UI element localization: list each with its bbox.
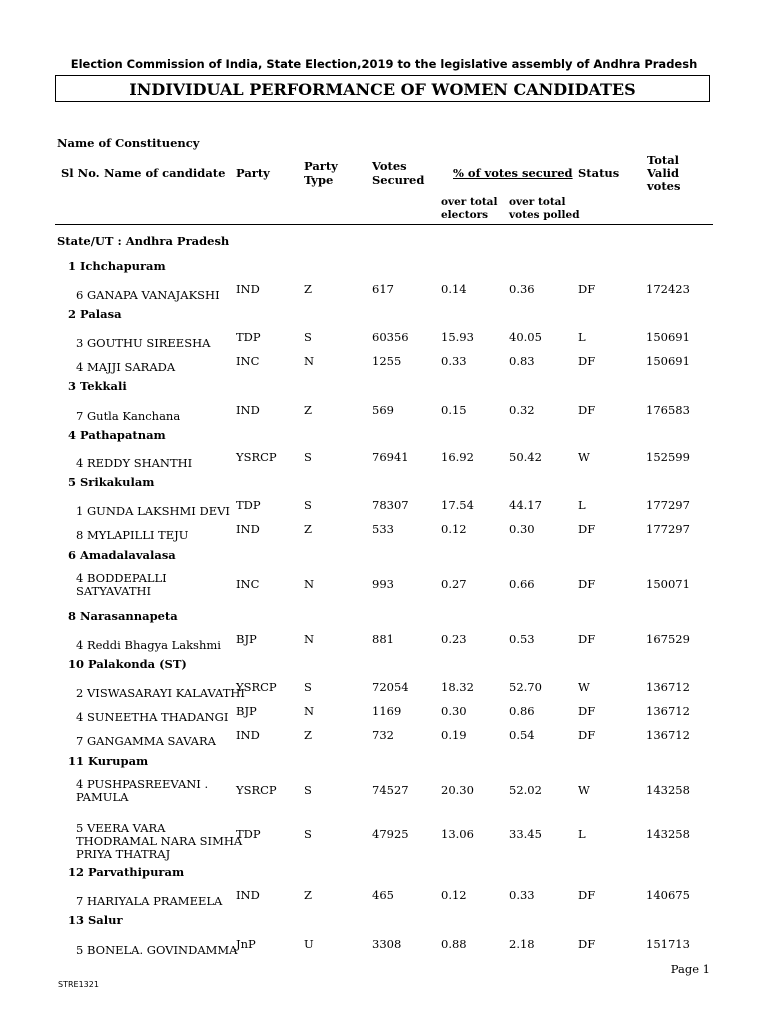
cell-polled: 0.53 — [509, 632, 535, 646]
cell-type: S — [304, 450, 312, 464]
cell-total: 177297 — [646, 522, 690, 536]
candidate-name: 7 GANGAMMA SAVARA — [76, 734, 216, 748]
constituency-heading: 1 Ichchapuram — [68, 259, 166, 273]
cell-status: DF — [578, 728, 596, 742]
candidate-name: 4 SUNEETHA THADANGI — [76, 710, 229, 724]
cell-votes: 617 — [372, 282, 394, 296]
cell-polled: 0.33 — [509, 888, 535, 902]
cell-type: Z — [304, 728, 312, 742]
electors-subheader-line2: electors — [441, 209, 489, 221]
cell-status: DF — [578, 522, 596, 536]
cell-status: W — [578, 783, 590, 797]
header-divider — [55, 224, 713, 225]
cell-status: W — [578, 450, 590, 464]
constituency-heading: 13 Salur — [68, 913, 123, 927]
cell-votes: 732 — [372, 728, 394, 742]
cell-electors: 0.12 — [441, 888, 467, 902]
candidate-name: 7 HARIYALA PRAMEELA — [76, 894, 223, 908]
constituency-heading: 6 Amadalavalasa — [68, 548, 176, 562]
cell-party: IND — [236, 282, 260, 296]
cell-type: S — [304, 680, 312, 694]
cell-votes: 3308 — [372, 937, 402, 951]
candidate-name: PAMULA — [76, 790, 129, 804]
cell-polled: 0.83 — [509, 354, 535, 368]
cell-electors: 0.33 — [441, 354, 467, 368]
cell-votes: 1255 — [372, 354, 402, 368]
cell-electors: 16.92 — [441, 450, 474, 464]
party-type-header-line2: Type — [304, 173, 334, 187]
candidate-name: 4 PUSHPASREEVANI . — [76, 777, 209, 791]
constituency-column-label: Name of Constituency — [57, 136, 200, 150]
cell-polled: 0.54 — [509, 728, 535, 742]
cell-polled: 33.45 — [509, 827, 542, 841]
cell-total: 152599 — [646, 450, 690, 464]
cell-polled: 40.05 — [509, 330, 542, 344]
cell-total: 177297 — [646, 498, 690, 512]
constituency-heading: 10 Palakonda (ST) — [68, 657, 187, 671]
cell-type: Z — [304, 282, 312, 296]
constituency-heading: 3 Tekkali — [68, 379, 127, 393]
electors-subheader-line1: over total — [441, 196, 498, 208]
cell-votes: 569 — [372, 403, 394, 417]
cell-type: Z — [304, 403, 312, 417]
cell-electors: 20.30 — [441, 783, 474, 797]
cell-party: BJP — [236, 632, 257, 646]
cell-total: 172423 — [646, 282, 690, 296]
cell-party: IND — [236, 403, 260, 417]
percent-votes-header: % of votes secured — [453, 166, 573, 180]
constituency-heading: 4 Pathapatnam — [68, 428, 166, 442]
candidate-name: 5 VEERA VARA — [76, 821, 166, 835]
candidate-name: 8 MYLAPILLI TEJU — [76, 528, 189, 542]
candidate-name: PRIYA THATRAJ — [76, 847, 171, 861]
cell-votes: 76941 — [372, 450, 409, 464]
party-header: Party — [236, 166, 270, 180]
candidate-name: SATYAVATHI — [76, 584, 152, 598]
cell-votes: 993 — [372, 577, 394, 591]
cell-total: 140675 — [646, 888, 690, 902]
sl-no-header: Sl No. — [61, 166, 100, 180]
cell-electors: 0.14 — [441, 282, 467, 296]
cell-electors: 15.93 — [441, 330, 474, 344]
cell-status: L — [578, 498, 586, 512]
cell-status: DF — [578, 577, 596, 591]
cell-party: IND — [236, 522, 260, 536]
total-header-line3: votes — [647, 179, 681, 193]
cell-total: 136712 — [646, 704, 690, 718]
cell-polled: 2.18 — [509, 937, 535, 951]
cell-total: 150691 — [646, 330, 690, 344]
cell-party: BJP — [236, 704, 257, 718]
cell-status: L — [578, 330, 586, 344]
cell-votes: 78307 — [372, 498, 409, 512]
cell-polled: 0.66 — [509, 577, 535, 591]
cell-votes: 881 — [372, 632, 394, 646]
cell-total: 151713 — [646, 937, 690, 951]
votes-header-line2: Secured — [372, 173, 425, 187]
cell-total: 136712 — [646, 680, 690, 694]
cell-type: U — [304, 937, 314, 951]
cell-total: 143258 — [646, 827, 690, 841]
candidate-name: 6 GANAPA VANAJAKSHI — [76, 288, 220, 302]
cell-total: 143258 — [646, 783, 690, 797]
state-label: State/UT : Andhra Pradesh — [57, 234, 230, 248]
candidate-name: 2 VISWASARAYI KALAVATHI — [76, 686, 245, 700]
candidate-name: 4 BODDEPALLI — [76, 571, 167, 585]
cell-type: N — [304, 632, 315, 646]
cell-party: TDP — [236, 827, 261, 841]
constituency-heading: 8 Narasannapeta — [68, 609, 178, 623]
cell-type: S — [304, 827, 312, 841]
cell-status: DF — [578, 403, 596, 417]
cell-polled: 52.02 — [509, 783, 542, 797]
cell-polled: 50.42 — [509, 450, 542, 464]
page-number: Page 1 — [670, 962, 710, 976]
cell-party: IND — [236, 728, 260, 742]
cell-status: L — [578, 827, 586, 841]
cell-electors: 0.19 — [441, 728, 467, 742]
cell-status: DF — [578, 632, 596, 646]
candidate-name: 4 Reddi Bhagya Lakshmi — [76, 638, 221, 652]
cell-total: 176583 — [646, 403, 690, 417]
cell-party: IND — [236, 888, 260, 902]
cell-party: INC — [236, 577, 260, 591]
candidate-name: 3 GOUTHU SIREESHA — [76, 336, 211, 350]
cell-status: DF — [578, 937, 596, 951]
cell-electors: 13.06 — [441, 827, 474, 841]
cell-total: 167529 — [646, 632, 690, 646]
polled-subheader-line1: over total — [509, 196, 566, 208]
cell-type: N — [304, 577, 315, 591]
cell-type: S — [304, 498, 312, 512]
cell-polled: 0.30 — [509, 522, 535, 536]
cell-type: Z — [304, 522, 312, 536]
candidate-name: 4 MAJJI SARADA — [76, 360, 176, 374]
cell-votes: 533 — [372, 522, 394, 536]
constituency-heading: 5 Srikakulam — [68, 475, 155, 489]
votes-header-line1: Votes — [372, 159, 407, 173]
cell-votes: 74527 — [372, 783, 409, 797]
candidate-header: Name of candidate — [104, 166, 226, 180]
cell-electors: 0.15 — [441, 403, 467, 417]
page-title: INDIVIDUAL PERFORMANCE OF WOMEN CANDIDATES — [55, 75, 710, 102]
status-header: Status — [578, 166, 620, 180]
total-header-line1: Total — [647, 153, 680, 167]
cell-party: JnP — [236, 937, 256, 951]
cell-polled: 0.36 — [509, 282, 535, 296]
candidate-name: 5 BONELA. GOVINDAMMA — [76, 943, 238, 957]
cell-type: S — [304, 330, 312, 344]
cell-total: 150691 — [646, 354, 690, 368]
cell-status: W — [578, 680, 590, 694]
cell-electors: 0.27 — [441, 577, 467, 591]
cell-party: TDP — [236, 330, 261, 344]
footer-code: STRE1321 — [58, 980, 99, 989]
constituency-heading: 12 Parvathipuram — [68, 865, 185, 879]
cell-total: 150071 — [646, 577, 690, 591]
cell-type: Z — [304, 888, 312, 902]
candidate-name: 7 Gutla Kanchana — [76, 409, 181, 423]
cell-polled: 52.70 — [509, 680, 542, 694]
cell-party: TDP — [236, 498, 261, 512]
candidate-name: 4 REDDY SHANTHI — [76, 456, 193, 470]
cell-votes: 47925 — [372, 827, 409, 841]
cell-polled: 0.86 — [509, 704, 535, 718]
polled-subheader-line2: votes polled — [509, 209, 580, 221]
cell-electors: 0.88 — [441, 937, 467, 951]
cell-type: N — [304, 704, 315, 718]
constituency-heading: 11 Kurupam — [68, 754, 149, 768]
constituency-heading: 2 Palasa — [68, 307, 122, 321]
candidate-name: THODRAMAL NARA SIMHA — [76, 834, 243, 848]
cell-status: DF — [578, 282, 596, 296]
cell-electors: 17.54 — [441, 498, 474, 512]
cell-type: N — [304, 354, 315, 368]
cell-polled: 0.32 — [509, 403, 535, 417]
candidate-name: 1 GUNDA LAKSHMI DEVI — [76, 504, 230, 518]
cell-electors: 0.23 — [441, 632, 467, 646]
cell-status: DF — [578, 354, 596, 368]
cell-party: YSRCP — [236, 783, 277, 797]
cell-party: YSRCP — [236, 680, 277, 694]
cell-polled: 44.17 — [509, 498, 542, 512]
cell-type: S — [304, 783, 312, 797]
cell-party: YSRCP — [236, 450, 277, 464]
cell-party: INC — [236, 354, 260, 368]
party-type-header-line1: Party — [304, 159, 338, 173]
cell-total: 136712 — [646, 728, 690, 742]
document-header: Election Commission of India, State Election,2019 to the legislative assembly of Andhra Pradesh — [70, 57, 698, 71]
total-header-line2: Valid — [647, 166, 680, 180]
cell-votes: 1169 — [372, 704, 402, 718]
cell-electors: 0.12 — [441, 522, 467, 536]
cell-status: DF — [578, 704, 596, 718]
cell-electors: 0.30 — [441, 704, 467, 718]
cell-status: DF — [578, 888, 596, 902]
cell-votes: 465 — [372, 888, 394, 902]
cell-votes: 60356 — [372, 330, 409, 344]
cell-votes: 72054 — [372, 680, 409, 694]
cell-electors: 18.32 — [441, 680, 474, 694]
